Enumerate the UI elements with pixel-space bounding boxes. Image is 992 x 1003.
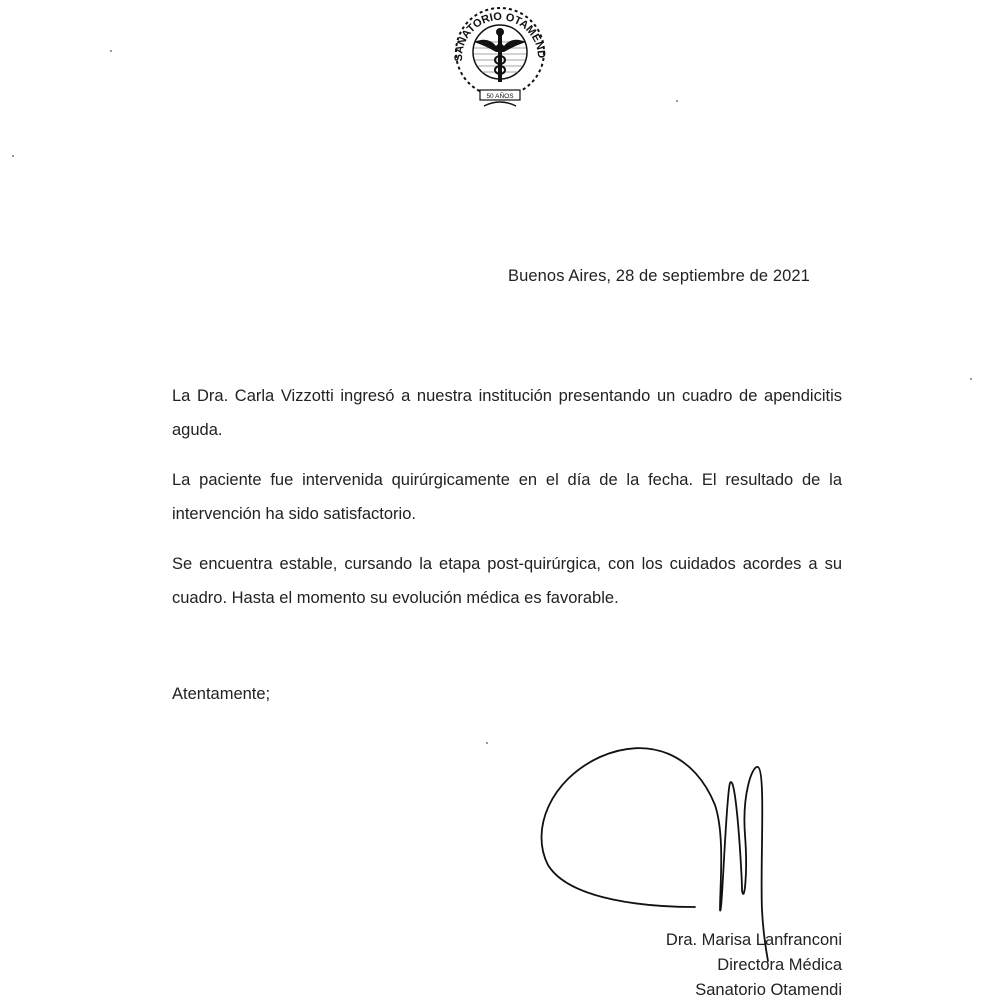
- seal-ribbon-text: 50 AÑOS: [486, 93, 514, 100]
- caduceus-seal-icon: [444, 2, 556, 114]
- closing-salutation: Atentamente;: [172, 685, 271, 703]
- paragraph-status: Se encuentra estable, cursando la etapa post-quirúrgica, con los cuidados acordes a su cuadro. Hasta el momento su evolución médica es favorable.: [172, 555, 842, 607]
- scan-speck: [970, 378, 972, 380]
- paragraph-surgery: La paciente fue intervenida quirúrgicamente en el día de la fecha. El resultado de la intervención ha sido satisfactorio.: [172, 471, 842, 523]
- letter-date: Buenos Aires, 28 de septiembre de 2021: [508, 267, 810, 285]
- paragraph-admission: La Dra. Carla Vizzotti ingresó a nuestra institución presentando un cuadro de apendicitis aguda.: [172, 387, 842, 439]
- signatory-name: Dra. Marisa Lanfranconi: [665, 931, 842, 949]
- signatory-organization: Sanatorio Otamendi: [695, 981, 842, 999]
- scan-speck: [12, 155, 14, 157]
- svg-text:SANATORIO OTAMENDI: [444, 2, 547, 61]
- scan-speck: [676, 100, 678, 102]
- scan-speck: [486, 742, 488, 744]
- seal-institution-text: SANATORIO OTAMEND: [452, 10, 548, 62]
- scan-speck: [110, 50, 112, 52]
- signatory-title: Directora Médica: [717, 956, 842, 974]
